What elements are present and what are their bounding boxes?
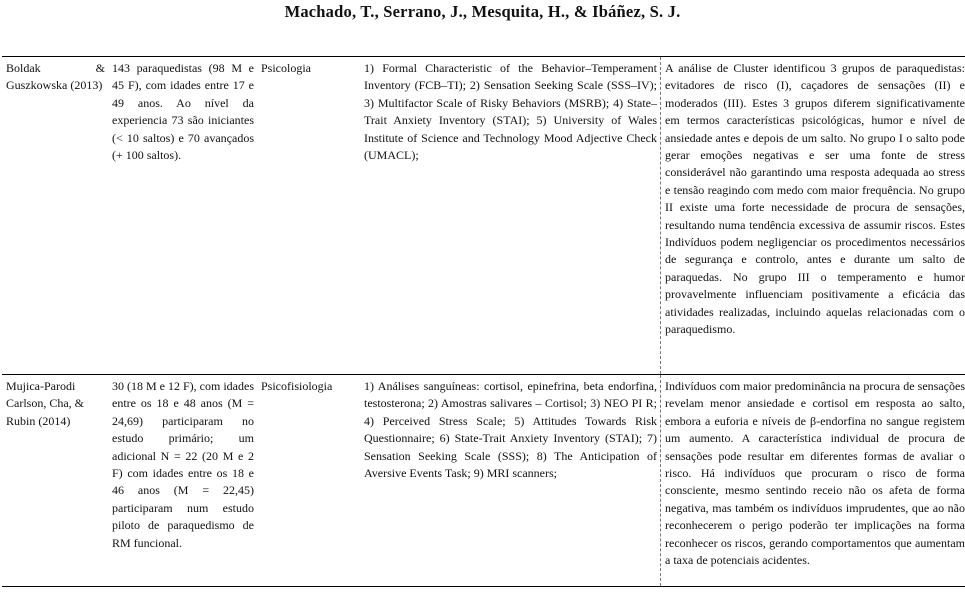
results-cell: A análise de Cluster identificou 3 grupos de paraquedistas: evitadores de risco (I), caçadores de sensações (II) e moderados (III). Estes 3 grupos diferem significativamente em termos características psicológicas, humor e nível de ansiedade antes e depois de um salto. No grupo I o salto pode gerar emoções negativas e ser uma fonte de stress considerável não garantindo uma resposta adequada ao stress e tensão reagindo com medo com maior frequência. No grupo II existe uma forte necessidade de procura de sensações, resultando numa tendência excessiva de assumir riscos. Estes Indivíduos podem negligenciar os procedimentos necessários de segurança e controlo, antes e durante um salto de paraquedas. No grupo III o temperamento e humor provavelmente influenciam positivamente a eficácia das atividades realizadas, incluindo aquelas relacionadas com o paraquedismo. <box>661 57 965 375</box>
author-cell: Boldak & Guszkowska (2013) <box>2 57 108 375</box>
table-row <box>2 375 965 587</box>
sample-cell: 143 paraquedistas (98 M e 45 F), com idades entre 17 e 49 anos. Ao nível da experiencia 73 são iniciantes (< 10 saltos) e 70 avançados (+ 100 saltos). <box>108 57 257 375</box>
sample-cell: 30 (18 M e 12 F), com idades entre os 18 e 48 anos (M = 24,69) participaram no estudo primário; um adicional N = 22 (20 M e 2 F) com idades entre os 18 e 46 anos (M = 22,45) participaram num estudo piloto de paraquedismo de RM funcional. <box>108 375 257 587</box>
area-cell: Psicofisiologia <box>257 375 360 587</box>
results-cell: Indivíduos com maior predominância na procura de sensações revelam menor ansiedade e cortisol em resposta ao salto, embora a euforia e níveis de β-endorfina no sangue registem um aumento. A característica individual de procura de sensações pode resultar em diferentes formas de avaliar o risco. Há indivíduos que procuram o risco de forma consciente, mesmo sentindo receio não os afeta de forma negativa, mas também os indivíduos imprudentes, que ao não reconhecerem o perigo poderão ter implicações na forma reconhecer os riscos, gerando comportamentos que aumentam a taxa de potenciais acidentes. <box>661 375 965 587</box>
instruments-cell: 1) Análises sanguíneas: cortisol, epinefrina, beta endorfina, testosterona; 2) Amostras salivares – Cortisol; 3) NEO PI R; 4) Perceived Stress Scale; 5) Attitudes Towards Risk Questionnaire; 6) State-Trait Anxiety Inventory (STAI); 7) Sensation Seeking Scale (SSS); 8) The Anticipation of Aversive Events Task; 9) MRI scanners; <box>360 375 661 587</box>
area-cell: Psicologia <box>257 57 360 375</box>
table-row <box>2 57 965 375</box>
instruments-cell: 1) Formal Characteristic of the Behavior–Temperament Inventory (FCB–TI); 2) Sensation Seeking Scale (SSS–IV); 3) Multifactor Scale of Risky Behaviors (MSRB); 4) State–Trait Anxiety Inventory (STAI); 5) University of Wales Institute of Science and Technology Mood Adjective Check (UMACL); <box>360 57 661 375</box>
studies-table <box>2 56 965 587</box>
author-cell: Mujica-Parodi Carlson, Cha, & Rubin (2014) <box>2 375 108 587</box>
running-header: Machado, T., Serrano, J., Mesquita, H., & Ibáñez, S. J. <box>284 2 681 21</box>
